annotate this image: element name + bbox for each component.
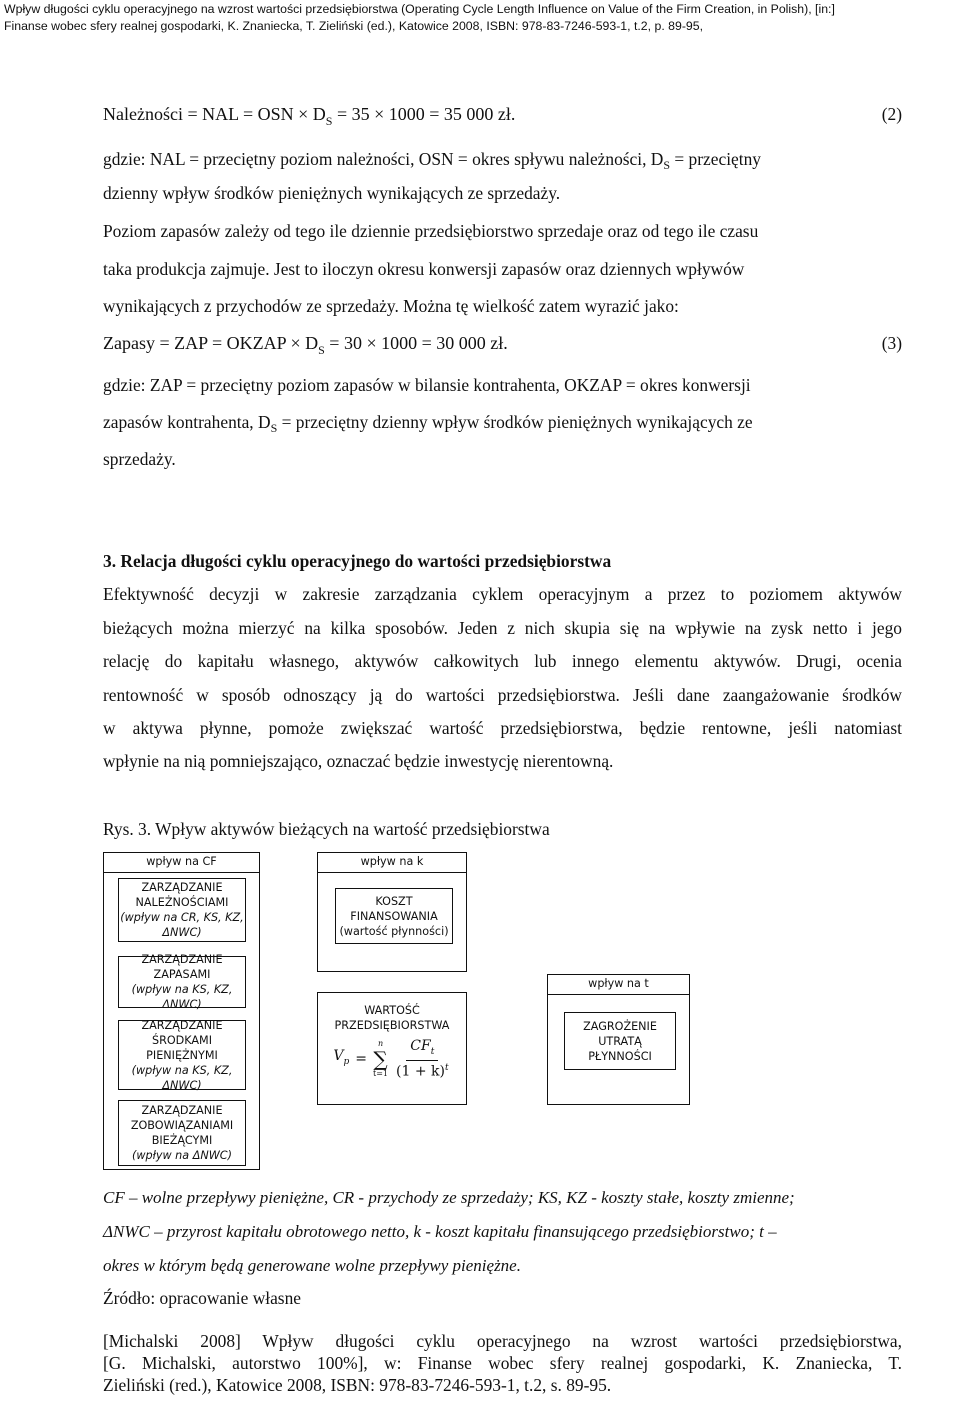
section-heading: 3. Relacja długości cyklu operacyjnego do wartości przedsiębiorstwa xyxy=(103,551,612,571)
paragraph-line xyxy=(103,149,761,170)
paragraph-line-tail: = przeciętny dzienny wpływ środków pieniężnych wynikających ze xyxy=(277,412,753,432)
equation-2-sub: S xyxy=(325,114,333,128)
running-header-line-2: Finanse wobec sfery realnej gospodarki, K. Znaniecka, T. Zieliński (ed.), Katowice 2008, ISBN: 978-83-7246-593-1, t.2, p. 89-95, xyxy=(4,19,704,33)
equation-3-rest: = 30 × 1000 = 30 000 zł. xyxy=(324,333,508,353)
box-liquidity-risk: ZAGROŻENIE UTRATĄ PŁYNNOŚCI xyxy=(564,1012,676,1070)
paragraph-line: dzienny wpływ środków pieniężnych wynikających ze sprzedaży. xyxy=(103,183,561,203)
paragraph-line-text: gdzie: NAL = przeciętny poziom należności, OSN = okres spływu należności, D xyxy=(103,149,664,169)
figure-diagram xyxy=(103,852,693,1172)
section-line: bieżących można mierzyć na kilka sposobów. Jeden z nich skupia się na wpływie na zysk netto i jego xyxy=(103,618,902,638)
box-cash: ZARZĄDZANIE ŚRODKAMI PIENIĘŻNYMI (wpływ na KS, KZ, ΔNWC) xyxy=(118,1020,246,1090)
legend-line-3: okres w którym będą generowane wolne przepływy pieniężne. xyxy=(103,1256,521,1275)
equation-3 xyxy=(103,333,508,357)
formula-eq: = xyxy=(355,1050,368,1067)
box-receivables: ZARZĄDZANIE NALEŻNOŚCIAMI (wpływ na CR, KS, KZ, ΔNWC) xyxy=(118,878,246,942)
subscript-s: S xyxy=(270,421,278,435)
section-line: relację do kapitału własnego, aktywów całkowitych lub innego elementu aktywów. Drugi, ocenia xyxy=(103,651,902,671)
reference-line: [Michalski 2008] Wpływ długości cyklu operacyjnego na wzrost wartości przedsiębiorstwa, xyxy=(103,1331,902,1351)
firm-value-formula xyxy=(333,1039,450,1079)
section-line: w aktywa płynne, pomoże zwiększać wartość przedsiębiorstwa, będzie rentowne, jeśli natomiast xyxy=(103,718,902,738)
paragraph-line-tail: = przeciętny xyxy=(670,149,761,169)
paragraph-line xyxy=(103,412,753,433)
paragraph-line: Poziom zapasów zależy od tego ile dziennie przedsiębiorstwo sprzedaje oraz od tego ile czasu xyxy=(103,221,759,241)
reference-line: [G. Michalski, autorstwo 100%], w: Finanse wobec sfery realnej gospodarki, K. Znaniecka, T. xyxy=(103,1353,902,1373)
paragraph-line: taka produkcja zajmuje. Jest to iloczyn okresu konwersji zapasów oraz dziennych wpływów xyxy=(103,259,745,279)
legend-line-1: CF – wolne przepływy pieniężne, CR - przychody ze sprzedaży; KS, KZ - koszty stałe, koszty zmienne; xyxy=(103,1188,795,1207)
legend-line-2: ΔNWC – przyrost kapitału obrotowego netto, k - koszt kapitału finansującego przedsiębiorstwo; t – xyxy=(103,1222,777,1241)
formula-fraction: $CF_t$ $(1 + k)^t$ xyxy=(396,1038,449,1080)
subscript-s: S xyxy=(663,158,671,172)
column-cf-title: wpływ na CF xyxy=(103,852,260,873)
equation-3-number: (3) xyxy=(881,333,902,353)
box-firm-value: WARTOŚĆ PRZEDSIĘBIORSTWA $V_p$ = n ∑ t=1 $CF_t$ $(1 + k)^t$ xyxy=(317,992,467,1105)
box-inventory: ZARZĄDZANIE ZAPASAMI (wpływ na KS, KZ, ΔNWC) xyxy=(118,956,246,1008)
box-payables: ZARZĄDZANIE ZOBOWIĄZANIAMI BIEŻĄCYMI (wpływ na ΔNWC) xyxy=(118,1100,246,1166)
reference-line: Zieliński (red.), Katowice 2008, ISBN: 978-83-7246-593-1, t.2, s. 89-95. xyxy=(103,1375,612,1395)
section-line: rentowność w sposób odnoszący ją do wartości przedsiębiorstwa. Jeśli dane zaangażowanie środków xyxy=(103,685,902,705)
source-note: Źródło: opracowanie własne xyxy=(103,1288,301,1308)
box-cost-of-financing: KOSZT FINANSOWANIA (wartość płynności) xyxy=(335,888,453,944)
equation-2-number: (2) xyxy=(881,104,902,124)
equation-3-sub: S xyxy=(318,343,325,357)
equation-2-rest: = 35 × 1000 = 35 000 zł. xyxy=(332,104,516,124)
column-k-title: wpływ na k xyxy=(317,852,467,873)
equation-2 xyxy=(103,104,516,128)
formula-sum: n ∑ t=1 xyxy=(373,1039,389,1079)
paragraph-line: sprzedaży. xyxy=(103,449,176,469)
section-line: wpłynie na nią pomniejszająco, oznaczać będzie inwestycję nierentowną. xyxy=(103,751,614,771)
column-t-title: wpływ na t xyxy=(547,974,690,995)
running-header-line-1: Wpływ długości cyklu operacyjnego na wzrost wartości przedsiębiorstwa (Operating Cycle Length Influence on Value of the Firm Creation, in Polish), [in:] xyxy=(4,2,835,16)
equation-2-text: Należności = NAL = OSN × D xyxy=(103,104,326,124)
equation-3-text: Zapasy = ZAP = OKZAP × D xyxy=(103,333,319,353)
paragraph-line: wynikających z przychodów ze sprzedaży. Można tę wielkość zatem wyrazić jako: xyxy=(103,296,679,316)
section-line: Efektywność decyzji w zakresie zarządzania cyklem operacyjnym a przez to poziomem aktywów xyxy=(103,584,902,604)
figure-caption: Rys. 3. Wpływ aktywów bieżących na wartość przedsiębiorstwa xyxy=(103,819,550,839)
paragraph-line: gdzie: ZAP = przeciętny poziom zapasów w bilansie kontrahenta, OKZAP = okres konwersji xyxy=(103,375,751,395)
formula-lhs: $V_p$ xyxy=(333,1047,350,1067)
paragraph-line-text: zapasów kontrahenta, D xyxy=(103,412,271,432)
